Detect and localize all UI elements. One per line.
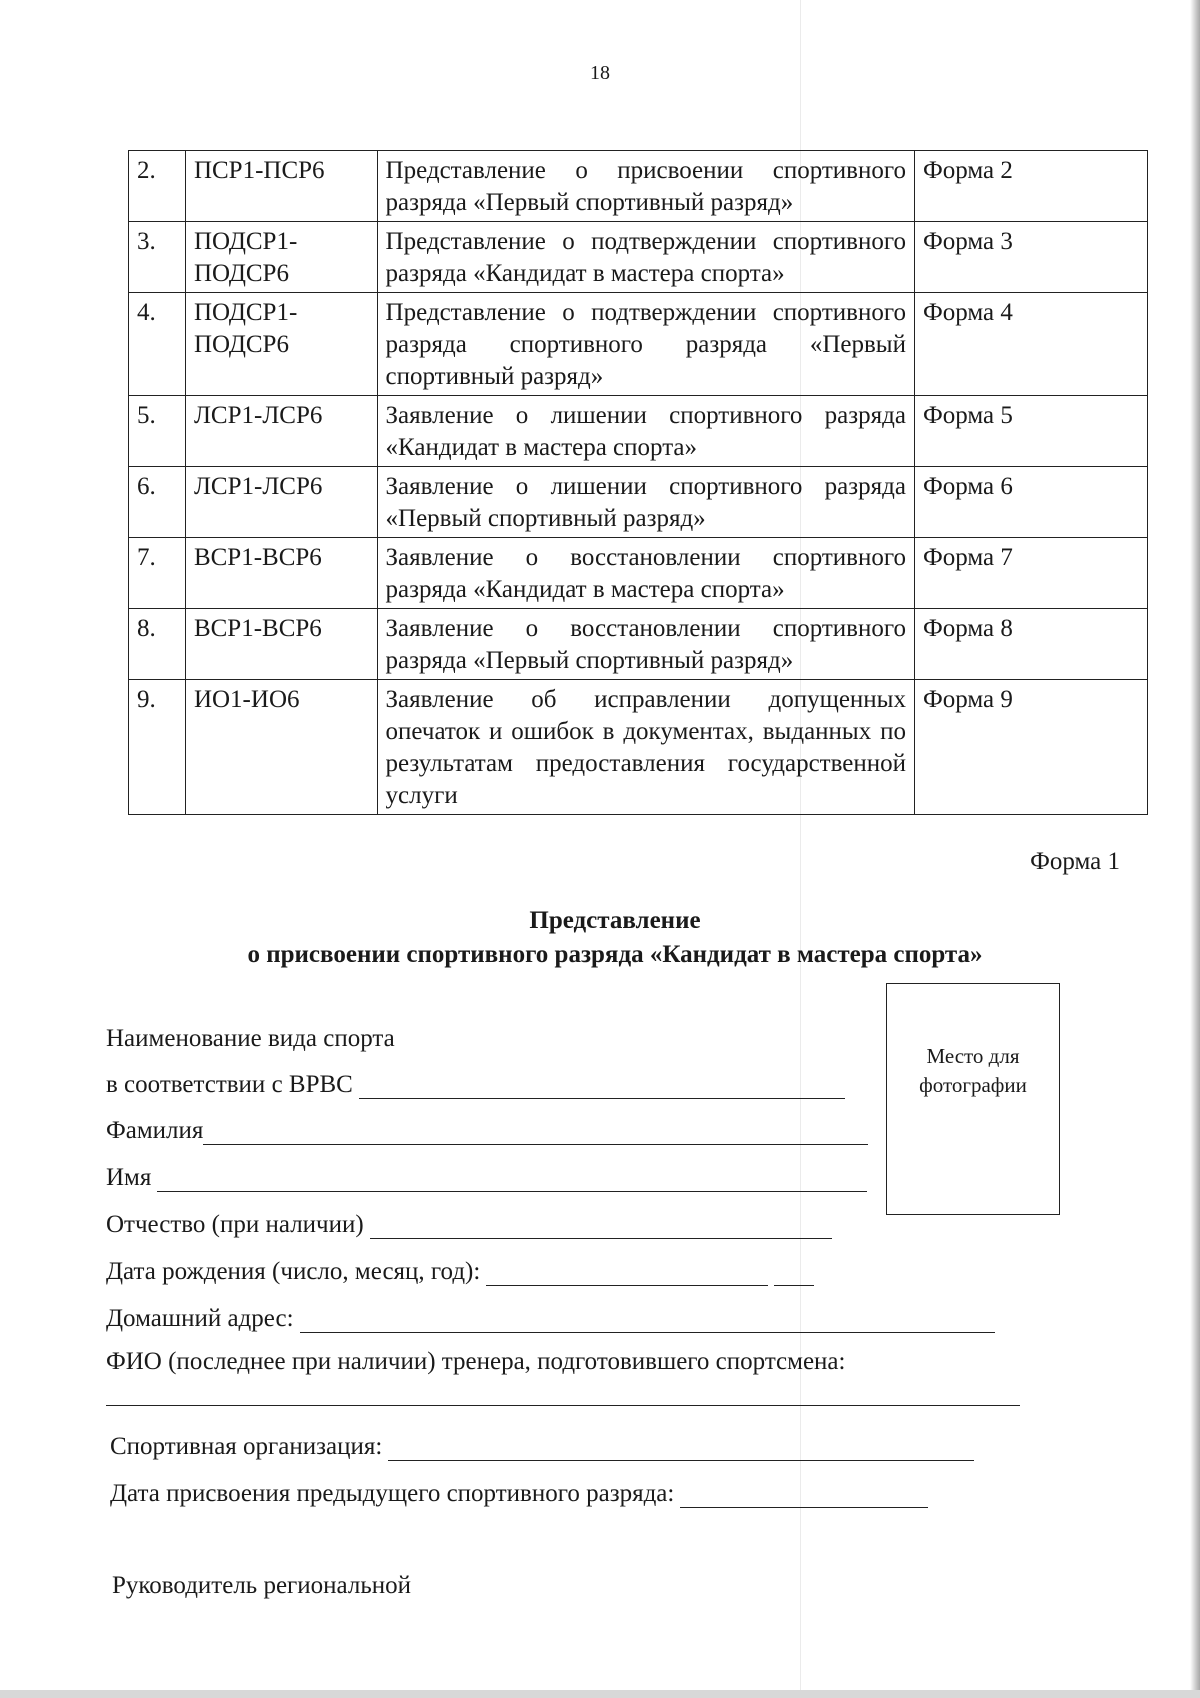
row-number: 2. — [129, 151, 186, 222]
surname-input-line[interactable] — [203, 1122, 868, 1145]
form-heading-line1: Представление — [529, 907, 701, 934]
page-number: 18 — [590, 62, 610, 84]
row-title: Заявление о восстановлении спортивного разряда «Первый спортивный разряд» — [377, 609, 914, 680]
table-row — [129, 151, 1148, 222]
name-label: Имя — [106, 1164, 152, 1191]
scan-bottom-edge — [0, 1690, 1200, 1698]
address-field[interactable] — [106, 1305, 995, 1333]
row-number: 3. — [129, 222, 186, 293]
row-form: Форма 8 — [914, 609, 1147, 680]
row-title: Заявление об исправлении допущенных опечаток и ошибок в документах, выданных по результатам предоставления государственной услуги — [377, 680, 914, 815]
address-input-line[interactable] — [300, 1310, 995, 1333]
form-label: Форма 1 — [1030, 848, 1120, 875]
form-heading — [0, 904, 1200, 972]
row-code: ЛСР1-ЛСР6 — [185, 396, 377, 467]
row-form: Форма 4 — [914, 293, 1147, 396]
table-row — [129, 222, 1148, 293]
head-signature-label — [112, 1572, 411, 1600]
organization-label: Спортивная организация: — [110, 1433, 383, 1460]
row-code: ВСР1-ВСР6 — [185, 538, 377, 609]
row-title: Заявление о лишении спортивного разряда «Кандидат в мастера спорта» — [377, 396, 914, 467]
row-number: 6. — [129, 467, 186, 538]
row-form: Форма 5 — [914, 396, 1147, 467]
coach-label: ФИО (последнее при наличии) тренера, подготовившего спортсмена: — [106, 1348, 846, 1375]
sport-name-label-text: Наименование вида спорта — [106, 1025, 395, 1052]
row-title: Представление о подтверждении спортивного разряда «Кандидат в мастера спорта» — [377, 222, 914, 293]
row-title: Представление о подтверждении спортивного разряда спортивного разряда «Первый спортивный разряд» — [377, 293, 914, 396]
address-label: Домашний адрес: — [106, 1305, 294, 1332]
row-form: Форма 3 — [914, 222, 1147, 293]
row-form: Форма 7 — [914, 538, 1147, 609]
row-code: ЛСР1-ЛСР6 — [185, 467, 377, 538]
row-number: 9. — [129, 680, 186, 815]
patronymic-field[interactable] — [106, 1211, 832, 1239]
row-number: 5. — [129, 396, 186, 467]
row-title: Представление о присвоении спортивного разряда «Первый спортивный разряд» — [377, 151, 914, 222]
sport-name-field-label: в соответствии с ВРВС — [106, 1071, 353, 1098]
name-input-line[interactable] — [157, 1169, 867, 1192]
photo-placeholder — [886, 983, 1060, 1215]
table-row — [129, 293, 1148, 396]
row-number: 7. — [129, 538, 186, 609]
organization-field[interactable] — [110, 1433, 974, 1461]
birth-date-label: Дата рождения (число, месяц, год): — [106, 1258, 481, 1285]
photo-placeholder-line1: Место для — [926, 1044, 1020, 1068]
row-title: Заявление о лишении спортивного разряда «Первый спортивный разряд» — [377, 467, 914, 538]
sport-name-label — [106, 1025, 395, 1053]
row-code: ИО1-ИО6 — [185, 680, 377, 815]
previous-rank-date-input-line[interactable] — [680, 1485, 928, 1508]
table-row — [129, 609, 1148, 680]
sport-name-input-line[interactable] — [359, 1076, 845, 1099]
table-row — [129, 467, 1148, 538]
photo-placeholder-line2: фотографии — [919, 1073, 1027, 1098]
coach-input-line[interactable] — [106, 1405, 1020, 1406]
row-code: ПСР1-ПСР6 — [185, 151, 377, 222]
birth-date-input-line[interactable] — [486, 1263, 768, 1286]
table-row — [129, 538, 1148, 609]
patronymic-input-line[interactable] — [370, 1216, 832, 1239]
row-code: ПОДСР1-ПОДСР6 — [185, 222, 377, 293]
row-number: 4. — [129, 293, 186, 396]
organization-input-line[interactable] — [388, 1438, 974, 1461]
documents-table-body — [129, 151, 1148, 815]
row-number: 8. — [129, 609, 186, 680]
surname-field[interactable] — [106, 1117, 868, 1145]
birth-date-field[interactable] — [106, 1258, 814, 1286]
table-row — [129, 396, 1148, 467]
row-form: Форма 2 — [914, 151, 1147, 222]
sport-name-field[interactable] — [106, 1071, 845, 1099]
scan-edge-shadow — [1190, 0, 1200, 1698]
previous-rank-date-field[interactable] — [110, 1480, 928, 1508]
coach-field — [106, 1348, 845, 1376]
name-field[interactable] — [106, 1164, 867, 1192]
birth-date-input-line-extra[interactable] — [774, 1263, 814, 1286]
row-form: Форма 6 — [914, 467, 1147, 538]
form-heading-line2: о присвоении спортивного разряда «Кандидат в мастера спорта» — [247, 940, 983, 968]
row-form: Форма 9 — [914, 680, 1147, 815]
row-code: ВСР1-ВСР6 — [185, 609, 377, 680]
row-code: ПОДСР1-ПОДСР6 — [185, 293, 377, 396]
row-title: Заявление о восстановлении спортивного разряда «Кандидат в мастера спорта» — [377, 538, 914, 609]
table-row — [129, 680, 1148, 815]
patronymic-label: Отчество (при наличии) — [106, 1211, 364, 1238]
surname-label: Фамилия — [106, 1117, 204, 1144]
previous-rank-date-label: Дата присвоения предыдущего спортивного разряда: — [110, 1480, 675, 1507]
documents-table — [128, 150, 1148, 815]
head-signature-label-text: Руководитель региональной — [112, 1572, 411, 1599]
